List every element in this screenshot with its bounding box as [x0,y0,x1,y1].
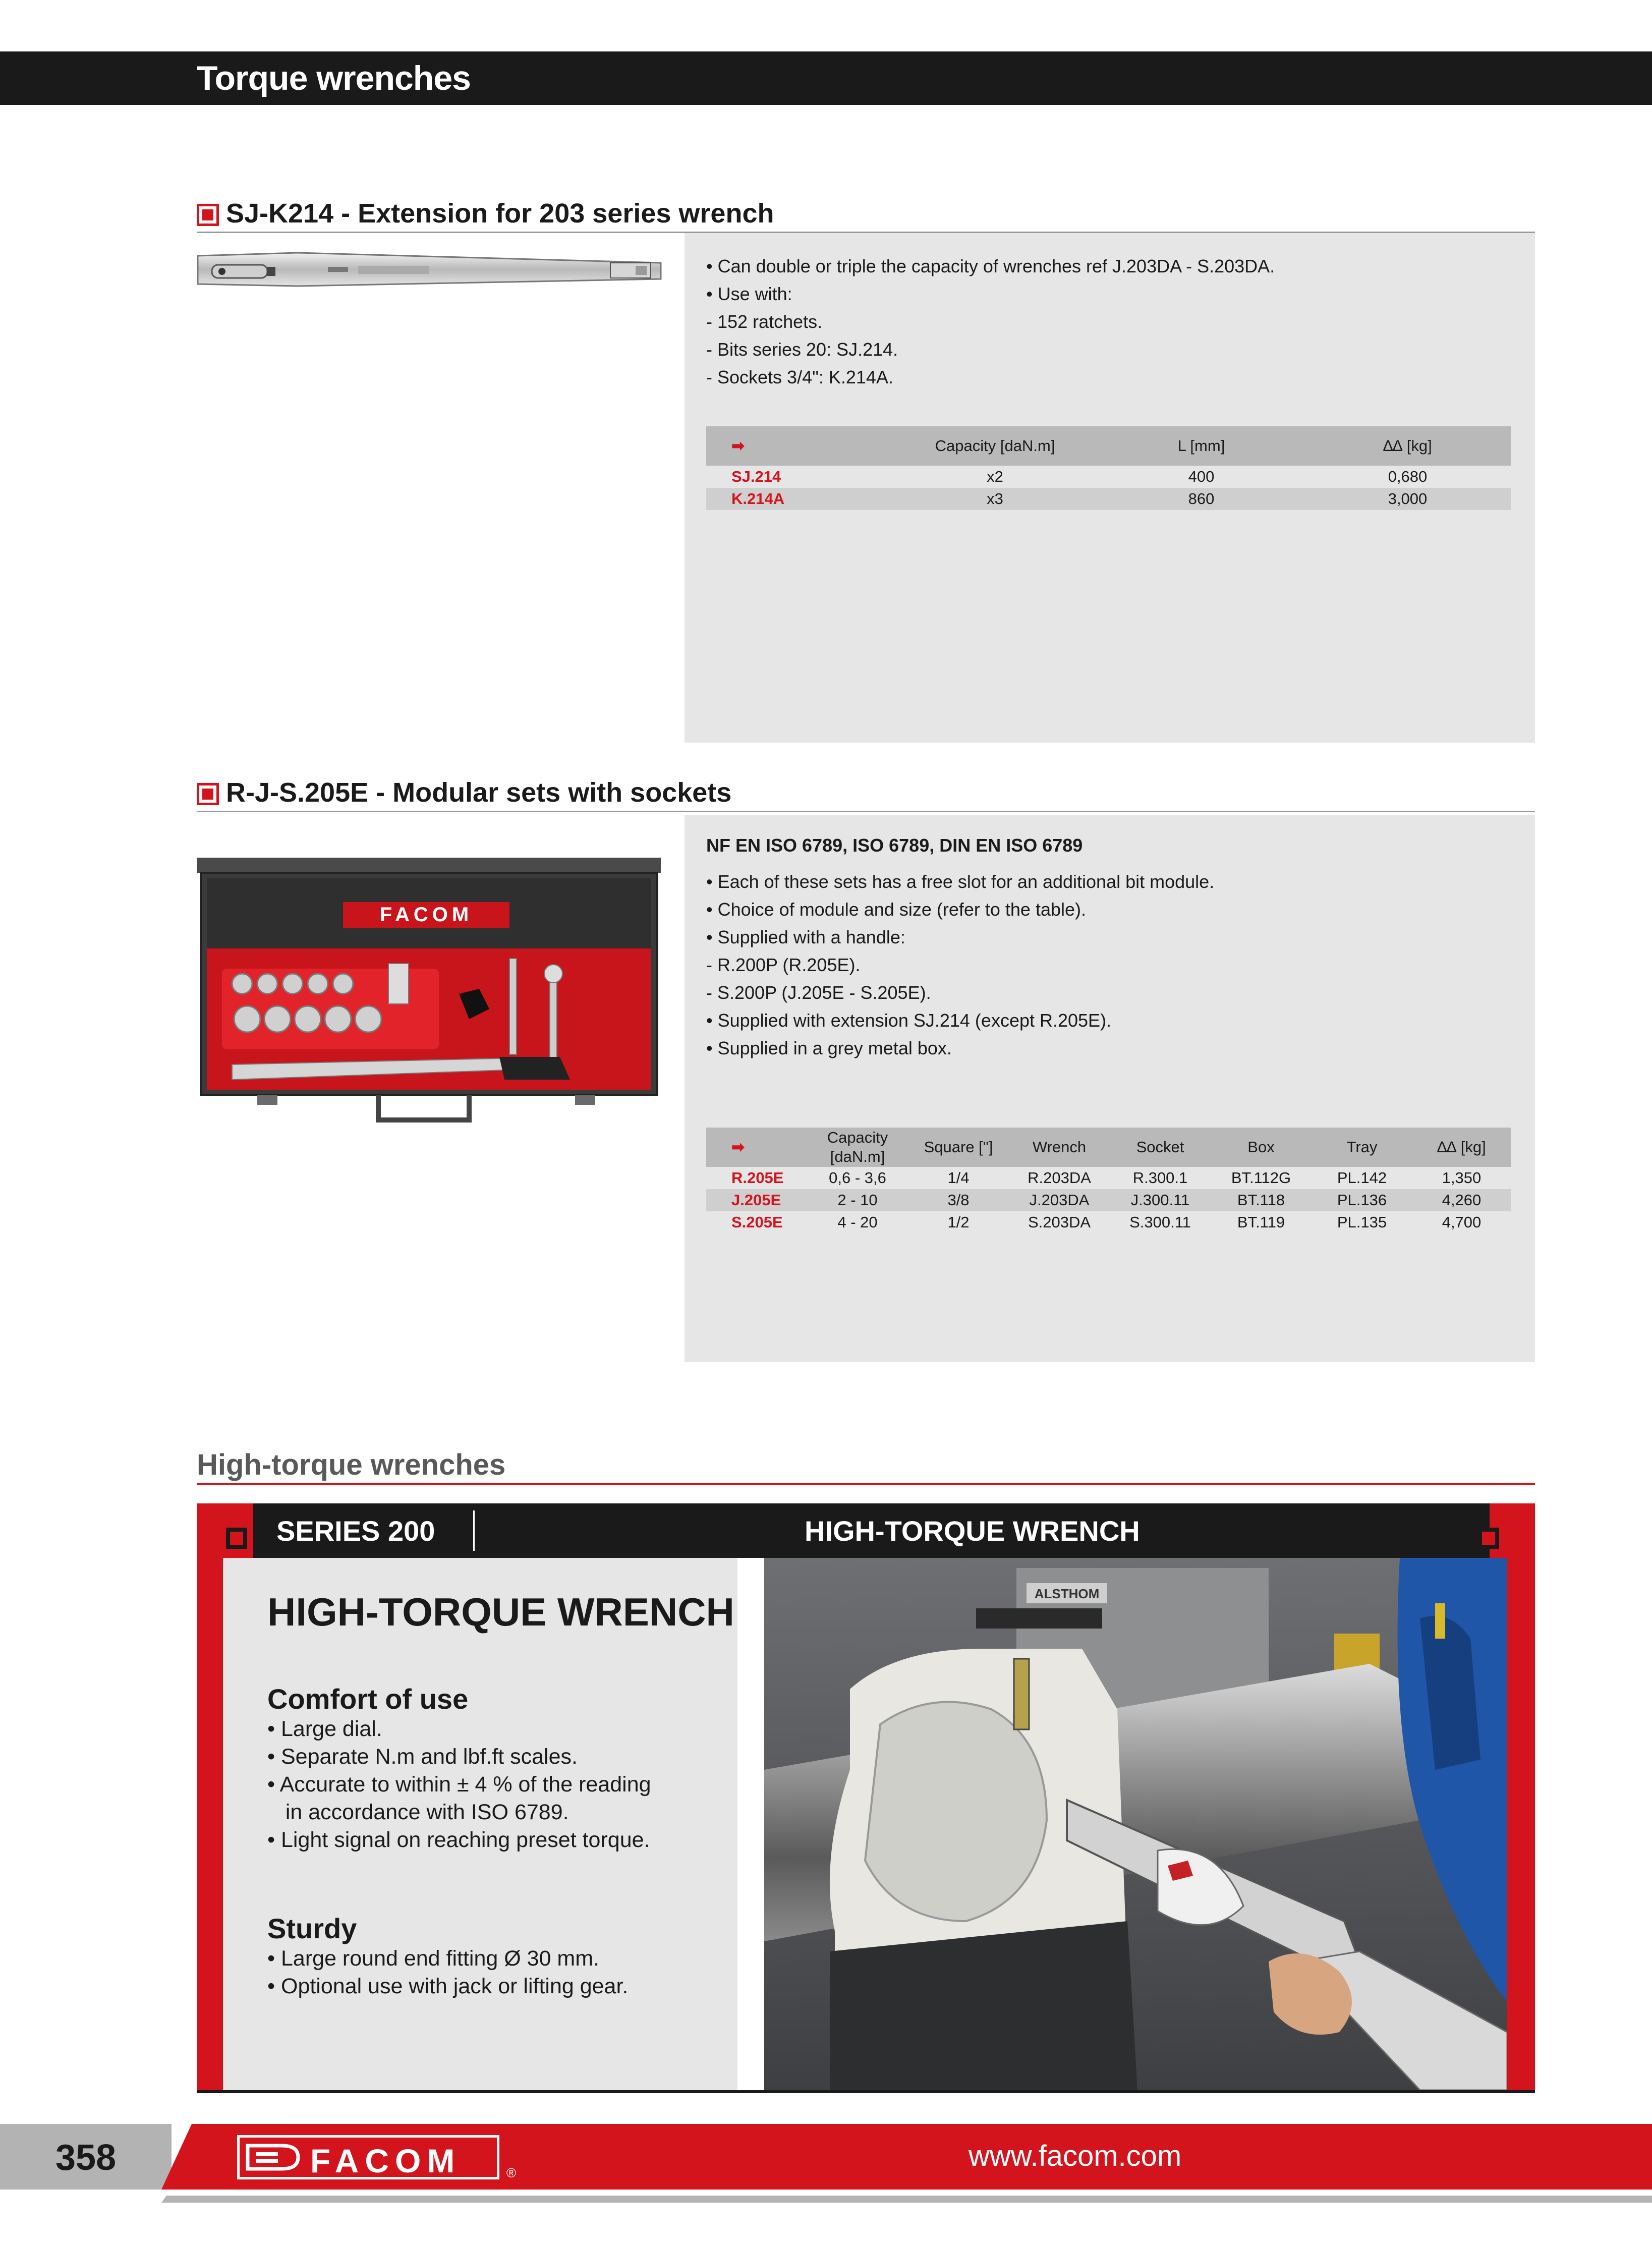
column-header: Capacity [daN.m] [892,426,1098,466]
description-line: • Supplied with extension SJ.214 (except R.205E). [706,1010,1112,1031]
description-line: - 152 ratchets. [706,311,823,332]
series-label: SERIES 200 [276,1515,435,1547]
table-cell: 1/2 [947,1213,970,1231]
column-header: Wrench [1009,1128,1110,1167]
column-header: Tray [1312,1128,1412,1167]
column-header: Box [1211,1128,1312,1167]
table-cell: R.203DA [1028,1169,1091,1187]
description-line: • Supplied in a grey metal box. [706,1038,952,1058]
list-item: • Large round end fitting Ø 30 mm. [267,1946,600,1971]
facom-logo-icon [246,2144,301,2171]
reference-cell: J.205E [706,1189,807,1211]
frame-bottom-line [197,2090,1535,2093]
photo-sign-text: ALSTHOM [1034,1586,1100,1601]
table-cell: 2 - 10 [807,1189,908,1211]
section-title: R-J-S.205E - Modular sets with sockets [226,777,732,808]
corner-marker-icon [226,1528,247,1549]
table-cell: BT.112G [1231,1169,1291,1187]
modular-set-box-image [197,858,663,1130]
table-cell: PL.135 [1337,1213,1387,1231]
section-title: SJ-K214 - Extension for 203 series wrench [226,198,774,229]
comfort-heading: Comfort of use [267,1683,469,1715]
table-row [706,466,1511,488]
table-row [706,1189,1511,1211]
column-header: ∆∆ [kg] [1304,426,1511,466]
table-cell: 3,000 [1304,488,1511,510]
list-item: • Large dial. [267,1717,382,1741]
series-banner [197,1503,1535,1558]
sturdy-heading: Sturdy [267,1913,357,1944]
table-cell: 0,680 [1388,468,1428,485]
table-cell: 0,6 - 3,6 [829,1169,886,1187]
table-cell: BT.118 [1211,1189,1312,1211]
section-marker-icon [197,783,219,805]
column-header: Square ["] [908,1128,1009,1167]
table-row [706,1167,1511,1189]
table-cell: 400 [1188,468,1215,485]
website-link[interactable]: www.facom.com [969,2140,1182,2172]
table-row [706,488,1511,510]
table-cell: 4,260 [1412,1189,1511,1211]
description-line: - S.200P (J.205E - S.205E). [706,982,931,1003]
section2-description [706,868,1214,1062]
table-cell: 3/8 [908,1189,1009,1211]
description-line: - Bits series 20: SJ.214. [706,339,898,360]
column-header: L [mm] [1098,426,1304,466]
reference-arrow-icon: ➡ [706,1128,807,1167]
logo-wordmark: FACOM [310,2142,461,2179]
frame-left-strip [197,1558,223,2090]
table-cell: BT.119 [1237,1213,1285,1231]
sturdy-list [267,1945,628,2000]
box-logo-text: FACOM [379,904,473,926]
page-header-bar [0,51,1652,105]
list-item: • Accurate to within ± 4 % of the reading [267,1772,651,1797]
high-torque-wrench-photo [764,1558,1507,2090]
high-torque-section-title: High-torque wrenches [197,1448,506,1481]
section2-spec-table [706,1128,1511,1233]
table-cell: R.300.1 [1132,1169,1188,1187]
table-cell: 4 - 20 [837,1213,878,1231]
table-cell: J.203DA [1009,1189,1110,1211]
table-cell: 1,350 [1442,1169,1482,1187]
section-heading-r-j-s205e [197,777,1535,812]
section1-description [706,252,1275,391]
norms-text: NF EN ISO 6789, ISO 6789, DIN EN ISO 6789 [706,835,1083,856]
table-cell: S.203DA [1028,1213,1091,1231]
column-header: Socket [1110,1128,1211,1167]
table-row [706,1211,1511,1233]
section-heading-sj-k214 [197,198,1535,233]
facom-logo [237,2135,516,2180]
table-cell: x3 [892,488,1098,510]
list-item: in accordance with ISO 6789. [267,1800,569,1824]
table-cell: 860 [1098,488,1304,510]
page-title: Torque wrenches [197,59,471,97]
extension-bar-image [197,250,663,290]
frame-right-strip [1507,1558,1535,2090]
table-cell: S.300.11 [1129,1213,1191,1231]
table-cell: 1/4 [947,1169,970,1187]
feature-panel-title: HIGH-TORQUE WRENCH [267,1590,734,1634]
corner-marker-icon [1478,1528,1499,1549]
description-line: • Supplied with a handle: [706,927,905,947]
banner-divider [473,1510,475,1551]
reference-cell: S.205E [731,1213,783,1231]
banner-product-label: HIGH-TORQUE WRENCH [805,1515,1140,1547]
table-cell: PL.136 [1312,1189,1412,1211]
registered-mark: ® [506,2165,516,2180]
list-item: • Light signal on reaching preset torque. [267,1828,650,1852]
description-line: • Can double or triple the capacity of wrenches ref J.203DA - S.203DA. [706,256,1275,276]
description-line: • Each of these sets has a free slot for an additional bit module. [706,871,1215,892]
table-cell: 4,700 [1442,1213,1482,1231]
section-divider [197,1483,1535,1485]
description-line: • Use with: [706,284,792,304]
column-header: Capacity [daN.m] [807,1128,908,1167]
list-item: • Separate N.m and lbf.ft scales. [267,1745,578,1769]
column-header: ∆∆ [kg] [1412,1128,1511,1167]
table-cell: J.300.11 [1110,1189,1211,1211]
comfort-list [267,1715,651,1854]
page-number: 358 [55,2138,117,2178]
section1-spec-table [706,426,1511,510]
list-item: • Optional use with jack or lifting gear. [267,1974,629,1998]
description-line: - R.200P (R.205E). [706,955,861,975]
description-line: - Sockets 3/4": K.214A. [706,367,893,387]
reference-arrow-icon: ➡ [706,426,892,466]
table-cell: PL.142 [1337,1169,1387,1187]
section-marker-icon [197,204,219,226]
reference-cell: K.214A [706,488,892,510]
footer-underline [161,2196,1652,2203]
reference-cell: SJ.214 [731,468,781,485]
table-cell: x2 [987,468,1003,485]
description-line: • Choice of module and size (refer to the table). [706,899,1086,920]
reference-cell: R.205E [731,1169,784,1187]
